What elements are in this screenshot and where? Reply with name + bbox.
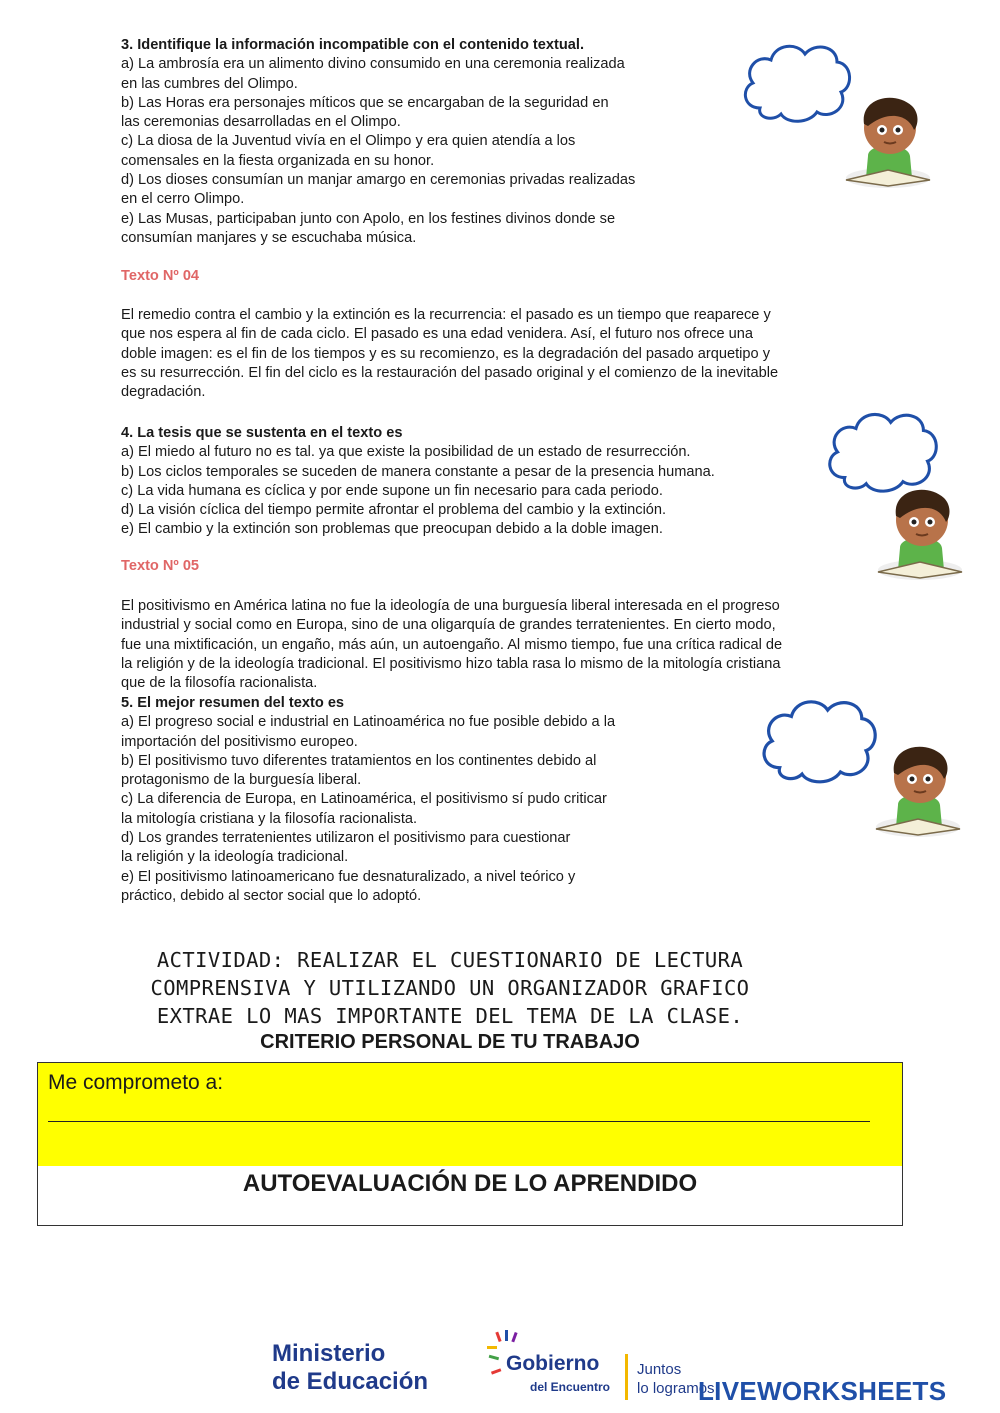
reading-child-icon <box>868 735 968 840</box>
question-5 <box>121 694 615 906</box>
q4-line: e) El cambio y la extinción son problemas que preocupan debido a la doble imagen. <box>121 521 663 538</box>
texto-05-line: la religión y de la ideología tradicional. El positivismo hizo tabla rasa lo mismo de la mitología cristiana <box>121 655 781 672</box>
thought-cloud-icon <box>735 38 855 128</box>
criterio-heading: CRITERIO PERSONAL DE TU TRABAJO <box>260 1031 640 1053</box>
question-4 <box>121 424 715 540</box>
reading-child-icon <box>870 478 970 583</box>
q3-line: en el cerro Olimpo. <box>121 191 245 208</box>
q5-line: d) Los grandes terratenientes utilizaron el positivismo para cuestionar <box>121 830 571 847</box>
question-4-title: 4. La tesis que se sustenta en el texto es <box>121 425 403 441</box>
q3-line: c) La diosa de la Juventud vivía en el Olimpo y era quien atendía a los <box>121 133 576 150</box>
ministerio-line1: Ministerio <box>272 1340 386 1367</box>
q5-line: a) El progreso social e industrial en Latinoamérica no fue posible debido a la <box>121 714 616 731</box>
activity-line: ACTIVIDAD: REALIZAR EL CUESTIONARIO DE LECTURA <box>156 948 744 972</box>
commitment-label: Me comprometo a: <box>48 1071 224 1094</box>
question-3 <box>121 36 635 248</box>
texto-04-line: que nos espera al fin de cada ciclo. El pasado es una edad venidera. Así, el futuro nos ofrece una <box>121 326 754 343</box>
texto-04-line: degradación. <box>121 384 206 401</box>
liveworksheets-logo[interactable]: LIVEWORKSHEETS <box>698 1376 947 1406</box>
q5-line: importación del positivismo europeo. <box>121 733 358 750</box>
ministerio-line2: de Educación <box>272 1368 429 1395</box>
q4-line: a) El miedo al futuro no es tal. ya que existe la posibilidad de un estado de resurrección. <box>121 444 691 461</box>
activity-line: EXTRAE LO MAS IMPORTANTE DEL TEMA DE LA CLASE. <box>156 1004 744 1028</box>
activity-instructions <box>60 946 840 1030</box>
q5-line: c) La diferencia de Europa, en Latinoamérica, el positivismo sí pudo criticar <box>121 791 607 808</box>
self-evaluation-box <box>37 1166 903 1226</box>
question-3-title: 3. Identifique la información incompatible con el contenido textual. <box>121 37 585 53</box>
texto-04-heading: Texto Nº 04 <box>121 268 200 284</box>
q5-line: la religión y la ideología tradicional. <box>121 849 349 866</box>
q3-line: consumían manjares y se escuchaba música. <box>121 229 417 246</box>
juntos-line2: lo logramos <box>637 1380 715 1397</box>
q3-line: las ceremonias desarrolladas en el Olimpo. <box>121 114 401 131</box>
ministerio-logo <box>272 1340 428 1396</box>
question-5-title: 5. El mejor resumen del texto es <box>121 695 345 711</box>
juntos-line1: Juntos <box>637 1361 682 1378</box>
commitment-box <box>37 1062 903 1168</box>
q5-line: la mitología cristiana y la filosofía racionalista. <box>121 810 418 827</box>
q3-line: e) Las Musas, participaban junto con Apolo, en los festines divinos donde se <box>121 210 616 227</box>
texto-05-line: fue una mixtificación, un engaño, más aún, un autoengaño. Al mismo tiempo, fue una crítica radical de <box>121 636 783 653</box>
texto-05-line: que de la filosofía racionalista. <box>121 675 318 692</box>
q5-line: e) El positivismo latinoamericano fue desnaturalizado, a nivel teórico y <box>121 868 576 885</box>
thought-cloud-icon <box>752 693 882 789</box>
texto-04-paragraph <box>121 306 879 402</box>
q3-line: a) La ambrosía era un alimento divino consumido en una ceremonia realizada <box>121 56 625 73</box>
texto-04-line: es su resurrección. El fin del ciclo es la restauración del pasado original y el comienzo de la inevitable <box>121 364 779 381</box>
reading-child-icon <box>838 86 938 191</box>
texto-05-heading: Texto Nº 05 <box>121 558 200 574</box>
q4-line: c) La vida humana es cíclica y por ende supone un fin necesario para cada periodo. <box>121 482 663 499</box>
self-evaluation-title: AUTOEVALUACIÓN DE LO APRENDIDO <box>242 1170 698 1197</box>
q3-line: en las cumbres del Olimpo. <box>121 75 298 92</box>
q5-line: b) El positivismo tuvo diferentes tratamientos en los continentes debido al <box>121 752 597 769</box>
q3-line: b) Las Horas era personajes míticos que se encargaban de la seguridad en <box>121 94 609 111</box>
commitment-answer-line[interactable] <box>48 1121 870 1122</box>
texto-05-line: industrial y social como en Europa, sino de una oligarquía de grandes terratenientes. En cierto modo, <box>121 617 776 634</box>
activity-line: COMPRENSIVA Y UTILIZANDO UN ORGANIZADOR GRAFICO <box>150 976 750 1000</box>
gobierno-sub: del Encuentro <box>530 1380 611 1394</box>
q3-line: comensales en la fiesta organizada en su honor. <box>121 152 435 169</box>
q4-line: b) Los ciclos temporales se suceden de manera constante a pesar de la presencia humana. <box>121 463 715 480</box>
texto-05-line: El positivismo en América latina no fue la ideología de una burguesía liberal interesada en el progreso <box>121 598 780 614</box>
q5-line: práctico, debido al sector social que lo adoptó. <box>121 887 422 904</box>
q3-line: d) Los dioses consumían un manjar amargo en ceremonias privadas realizadas <box>121 172 636 189</box>
q5-line: protagonismo de la burguesía liberal. <box>121 772 362 789</box>
gobierno-word: Gobierno <box>506 1352 600 1375</box>
q4-line: d) La visión cíclica del tiempo permite afrontar el problema del cambio y la extinción. <box>121 502 667 519</box>
footer-divider <box>625 1354 628 1400</box>
texto-04-line: doble imagen: es el fin de los tiempos y es su recomienzo, es la degradación del pasado arquetipo y <box>121 345 771 362</box>
texto-05-paragraph <box>121 597 782 693</box>
texto-04-line: El remedio contra el cambio y la extinción es la recurrencia: el pasado es un tiempo que reaparece y <box>121 307 771 323</box>
